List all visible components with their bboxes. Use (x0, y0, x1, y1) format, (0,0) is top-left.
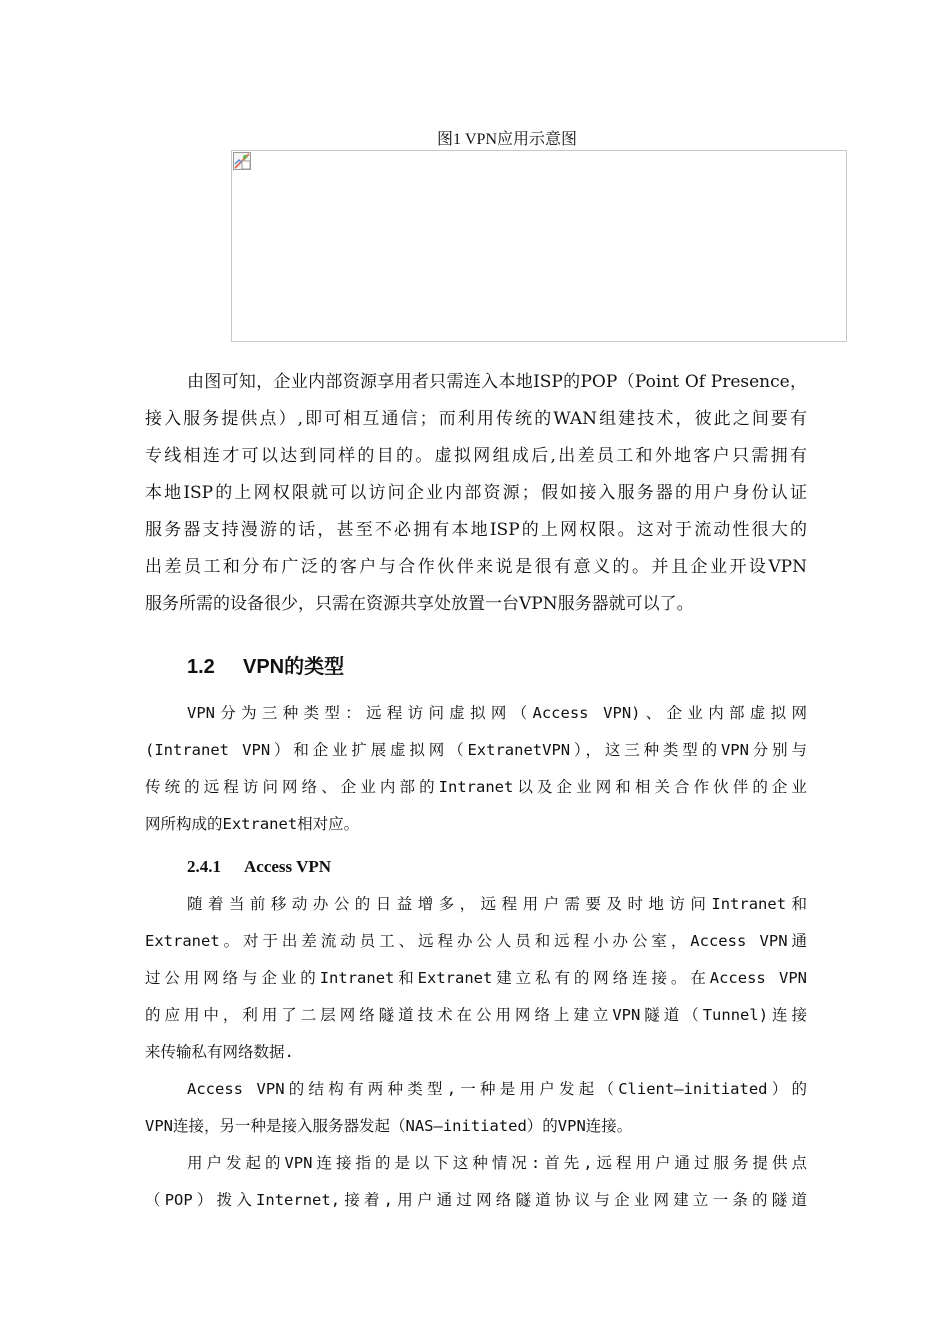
paragraph-access-vpn-structure (145, 1071, 807, 1145)
text-line: 过公用网络与企业的Intranet和Extranet建立私有的网络连接。在Access VPN (145, 969, 807, 987)
text-line: Access VPN的结构有两种类型,一种是用户发起（Client—initiated）的 (187, 1080, 807, 1098)
section-title: Access VPN (244, 857, 332, 876)
text-line: 网所构成的Extranet相对应。 (145, 815, 360, 833)
text-line: (Intranet VPN）和企业扩展虚拟网（ExtranetVPN），这三种类型的VPN分别与 (145, 741, 807, 759)
text-line: 用户发起的VPN连接指的是以下这种情况:首先,远程用户通过服务提供点 (187, 1154, 807, 1172)
section-number: 2.4.1 (187, 857, 221, 876)
text-line: 由图可知，企业内部资源享用者只需连入本地ISP的POP（Point Of Presence， (187, 372, 807, 392)
text-line: VPN分为三种类型：远程访问虚拟网（Access VPN)、企业内部虚拟网 (187, 704, 807, 722)
text-line: 传统的远程访问网络、企业内部的Intranet以及企业网和相关合作伙伴的企业 (145, 778, 807, 796)
text-line: 服务所需的设备很少，只需在资源共享处放置一台VPN服务器就可以了。 (145, 594, 694, 614)
paragraph-access-vpn (145, 886, 807, 1071)
text-line: Extranet。对于出差流动员工、远程办公人员和远程小办公室，Access VPN通 (145, 932, 807, 950)
paragraph-vpn-application (145, 364, 807, 623)
text-line: 服务器支持漫游的话，甚至不必拥有本地ISP的上网权限。这对于流动性很大的 (145, 520, 807, 540)
text-line: 出差员工和分布广泛的客户与合作伙伴来说是很有意义的。并且企业开设VPN (145, 557, 807, 577)
figure-caption: 图1 VPN应用示意图 (436, 131, 577, 148)
paragraph-vpn-types (145, 695, 807, 843)
text-line: 本地ISP的上网权限就可以访问企业内部资源；假如接入服务器的用户身份认证 (145, 483, 807, 503)
section-title: VPN的类型 (243, 656, 345, 678)
text-line: 的应用中，利用了二层网络隧道技术在公用网络上建立VPN隧道（Tunnel)连接 (145, 1006, 807, 1024)
text-line: 接入服务提供点）,即可相互通信；而利用传统的WAN组建技术，彼此之间要有 (145, 409, 807, 429)
broken-image-icon (233, 152, 251, 170)
section-heading-2-4-1 (187, 857, 331, 877)
text-line: 专线相连才可以达到同样的目的。虚拟网组成后,出差员工和外地客户只需拥有 (145, 446, 807, 466)
figure-image-placeholder (231, 150, 847, 342)
text-line: 来传输私有网络数据. (145, 1043, 294, 1061)
section-number: 1.2 (187, 656, 215, 678)
text-line: （POP）拨入Internet,接着,用户通过网络隧道协议与企业网建立一条的隧道 (145, 1191, 807, 1209)
text-line: 随着当前移动办公的日益增多，远程用户需要及时地访问Intranet和 (187, 895, 807, 913)
section-heading-1-2 (187, 650, 344, 679)
paragraph-client-initiated (145, 1145, 807, 1219)
text-line: VPN连接，另一种是接入服务器发起（NAS—initiated）的VPN连接。 (145, 1117, 633, 1135)
